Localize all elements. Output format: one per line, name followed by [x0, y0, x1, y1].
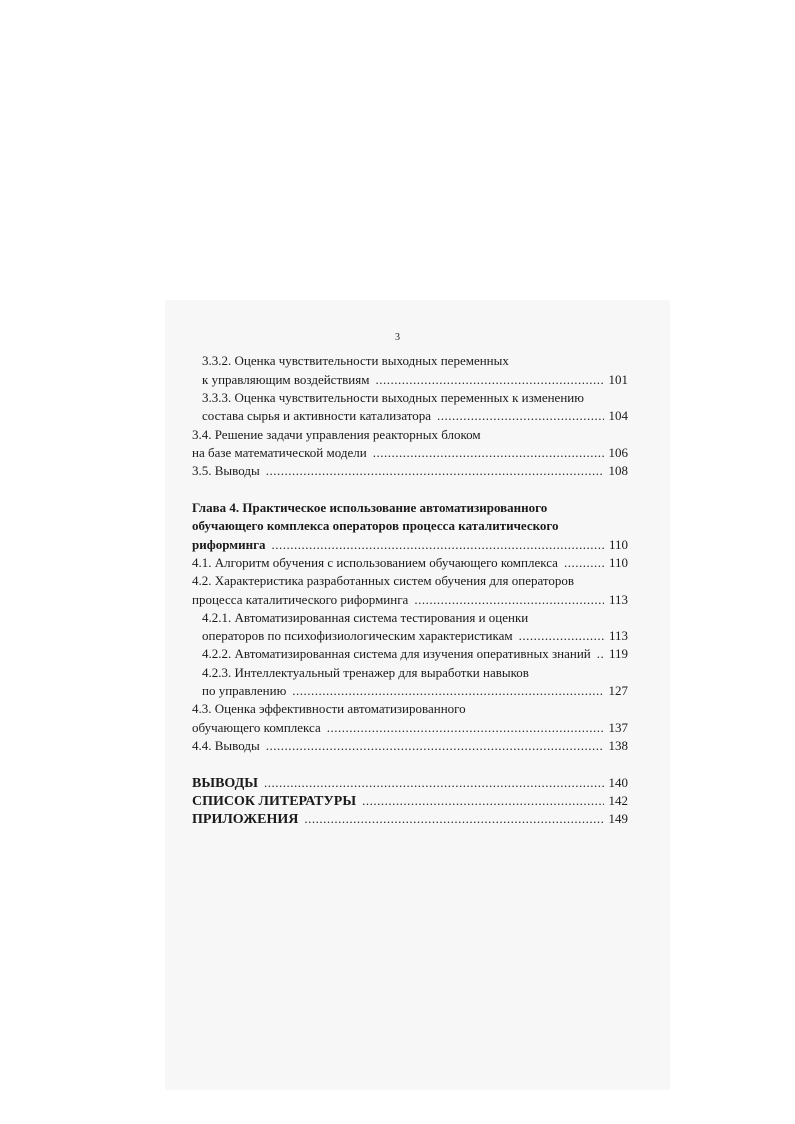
toc-entry-4-2-1-line2: операторов по психофизиологическим характеристикам ..... 113: [202, 627, 628, 645]
toc-entry-3-3-3-line1: 3.3.3. Оценка чувствительности выходных переменных к изменению: [202, 390, 584, 405]
toc-chapter-4-line2: обучающего комплекса операторов процесса каталитического: [192, 518, 559, 533]
dot-leader: [362, 792, 603, 810]
toc-page-number: 110: [608, 537, 628, 552]
dot-leader: [414, 591, 604, 609]
toc-conclusions: ВЫВОДЫ ..... 140: [192, 774, 628, 792]
toc-entry-4-2-3-line2: по управлению ..... 127: [202, 682, 628, 700]
dot-leader: [292, 682, 603, 700]
dot-leader: [264, 774, 604, 792]
dot-leader: [266, 462, 604, 480]
toc-page-number: 140: [608, 775, 628, 790]
toc-page-number: 137: [608, 720, 628, 735]
toc-entry-3-4-line2: на базе математической модели ..... 106: [192, 444, 628, 462]
toc-chapter-4-line3: риформинга ..... 110: [192, 536, 628, 554]
toc-entry-4-2-1-line1: 4.2.1. Автоматизированная система тестирования и оценки: [202, 610, 529, 625]
toc-entry-4-4: 4.4. Выводы ..... 138: [192, 737, 628, 755]
toc-chapter-4-line1: Глава 4. Практическое использование автоматизированного: [192, 500, 548, 515]
dot-leader: [272, 536, 604, 554]
toc-page-number: 110: [608, 555, 628, 570]
toc-page-number: 127: [608, 683, 628, 698]
toc-entry-3-3-2-line1: 3.3.2. Оценка чувствительности выходных переменных: [202, 353, 509, 368]
dot-leader: [597, 645, 604, 663]
toc-references: СПИСОК ЛИТЕРАТУРЫ ..... 142: [192, 792, 628, 810]
toc-entry-4-2-line1: 4.2. Характеристика разработанных систем обучения для операторов: [192, 573, 575, 588]
toc-page-number: 108: [608, 463, 628, 478]
dot-leader: [327, 719, 604, 737]
toc-entry-3-3-3-line2: состава сырья и активности катализатора ..... 104: [202, 407, 628, 425]
toc-appendices: ПРИЛОЖЕНИЯ ..... 149: [192, 810, 628, 828]
toc-page-number: 142: [608, 793, 628, 808]
toc-entry-3-5: 3.5. Выводы ..... 108: [192, 462, 628, 480]
toc-entry-3-4-line1: 3.4. Решение задачи управления реакторных блоком: [192, 427, 481, 442]
toc-page-number: 104: [608, 408, 628, 423]
dot-leader: [304, 810, 603, 828]
toc-entry-4-2-2: 4.2.2. Автоматизированная система для изучения оперативных знаний ..... 119: [202, 645, 628, 663]
toc-page-number: 138: [608, 738, 628, 753]
toc-entry-4-2-line2: процесса каталитического риформинга ..... 113: [192, 591, 628, 609]
toc-entry-4-2-3-line1: 4.2.3. Интеллектуальный тренажер для выработки навыков: [202, 665, 529, 680]
dot-leader: [373, 444, 604, 462]
toc-entry-4-3-line1: 4.3. Оценка эффективности автоматизированного: [192, 701, 466, 716]
toc-page-number: 101: [608, 372, 628, 387]
dot-leader: [437, 407, 603, 425]
dot-leader: [375, 371, 603, 389]
toc-entry-3-3-2-line2: к управляющим воздействиям ..... 101: [202, 371, 628, 389]
dot-leader: [519, 627, 604, 645]
toc-page-number: 149: [608, 811, 628, 826]
toc-entry-4-1: 4.1. Алгоритм обучения с использованием обучающего комплекса ..... 110: [192, 554, 628, 572]
page-number: 3: [395, 332, 400, 343]
toc-page-number: 113: [608, 628, 628, 643]
dot-leader: [266, 737, 604, 755]
toc-entry-4-3-line2: обучающего комплекса ..... 137: [192, 719, 628, 737]
toc-page-number: 113: [608, 592, 628, 607]
dot-leader: [564, 554, 604, 572]
toc-page-number: 119: [608, 646, 628, 661]
toc-page-number: 106: [608, 445, 628, 460]
